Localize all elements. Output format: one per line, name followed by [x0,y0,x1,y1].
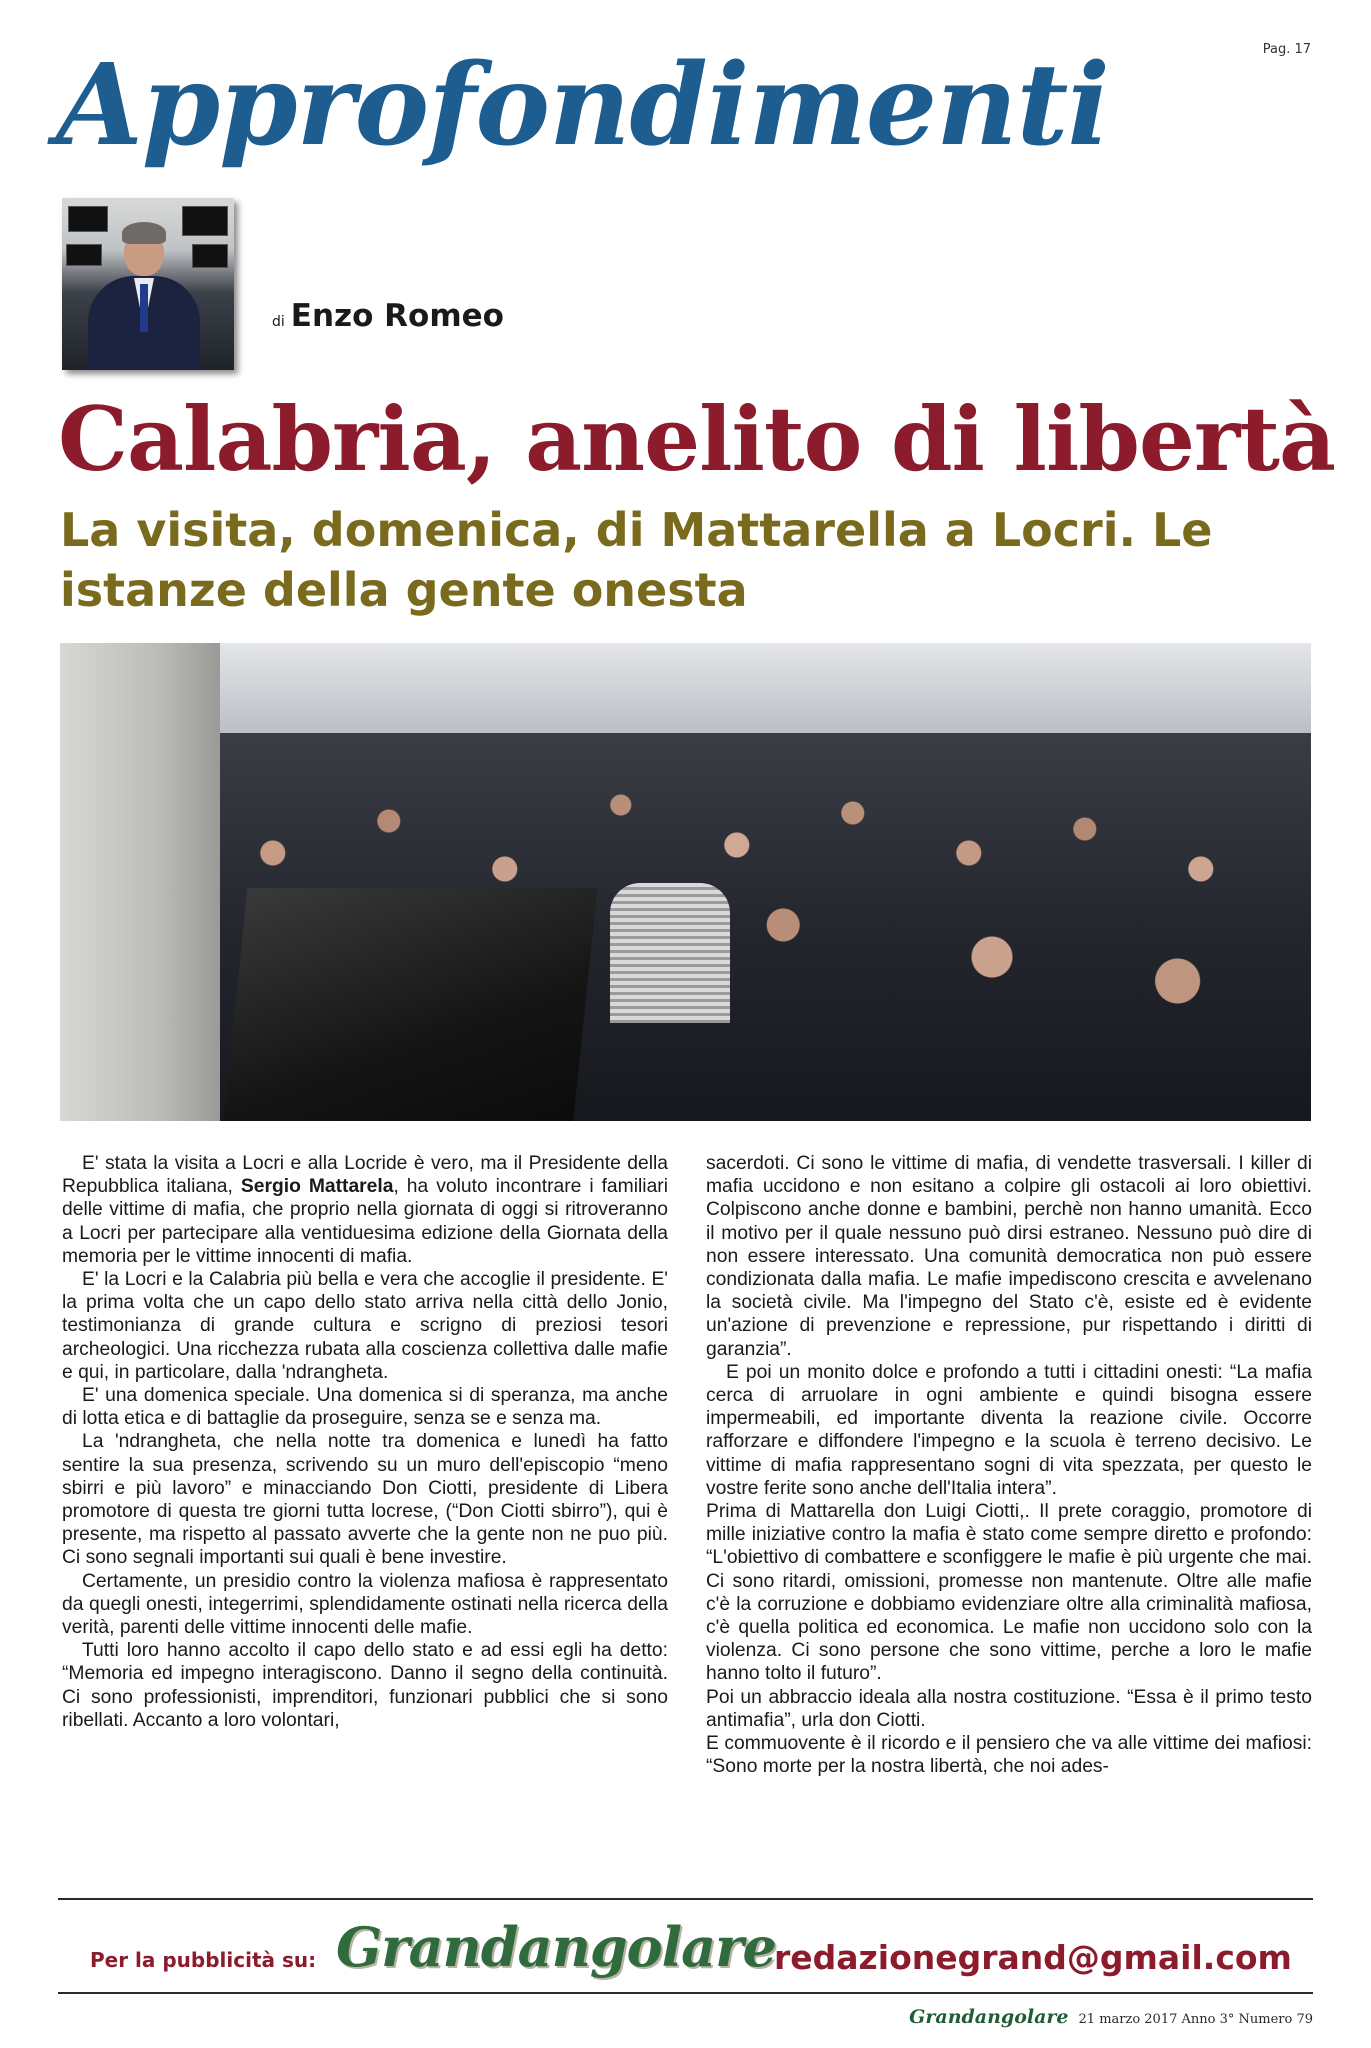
article-paragraph [706,1686,1312,1732]
ad-label: Per la pubblicità su: [90,1948,317,1972]
section-title: Approfondimenti [56,40,1109,171]
page-number: Pag. 17 [1262,42,1311,57]
byline [272,298,504,334]
divider-bottom [58,1992,1313,1994]
article-paragraph [62,1152,668,1268]
paragraph-text: E' la Locri e la Calabria più bella e vera che accoglie il presidente. E' la prima volta che un capo dello stato arriva nella città dello Jonio, testimonianza di grande cultura e scrigno di preziosi tesori archeologici. Una ricchezza rubata alla coscienza collettiva dalle mafie e qui, in particolare, dalla 'ndrangheta. [62,1269,668,1383]
article-paragraph [706,1500,1312,1686]
paragraph-text: E poi un monito dolce e profondo a tutti i cittadini onesti: “La mafia cerca di arruolare in ogni ambiente e quindi bisogna essere impermeabili, ed importante diventa la reazione civile. Occorre rafforzare e diffondere l'impegno e la scuola è terreno decisivo. Le vittime di mafia rappresentano sogni di vita spezzata, per questo le vostre ferite sono anche dell'Italia intera”. [706,1361,1312,1499]
article-paragraph [62,1268,668,1384]
paragraph-text: , ha voluto incontrare i familiari delle vittime di mafia, che proprio nella giornata di oggi si ritroveranno a Locri per partecipare alla ventiduesima edizione della Giornata della memoria per le vittime innocenti di mafia. [62,1176,668,1267]
ad-email-link[interactable]: redazionegrand@gmail.com [774,1938,1292,1977]
article-photo [60,643,1311,1121]
author-name: Enzo Romeo [290,298,504,334]
ad-logo: Grandangolare [336,1915,776,1979]
paragraph-text: E' stata la visita a Locri e alla Locride è vero, ma il Presidente della Repubblica italiana, [62,1153,668,1198]
article-subheadline: La visita, domenica, di Mattarella a Locri. Le istanze della gente onesta [60,503,1213,617]
article-paragraph [706,1732,1312,1778]
article-paragraph [706,1361,1312,1500]
article-headline: Calabria, anelito di libertà [58,387,1335,491]
article-column-right [706,1152,1312,1778]
article-column-left [62,1152,668,1732]
byline-prefix: di [272,314,285,330]
footer-issue: 21 marzo 2017 Anno 3° Numero 79 [1078,2012,1313,2027]
paragraph-text: E commuovente è il ricordo e il pensiero che va alle vittime dei mafiosi: “Sono morte per la nostra libertà, che noi ades- [706,1733,1312,1778]
author-photo [62,198,234,370]
page-footer [909,2006,1313,2028]
paragraph-text: Prima di Mattarella don Luigi Ciotti,. Il prete coraggio, promotore di mille iniziative contro la mafia è stato come sempre diretto e profondo: “L'obiettivo di combattere e sconfiggere le mafie è più urgente che mai. Ci sono ritardi, omissioni, promesse non mantenute. Oltre alle mafie c'è la corruzione e dobbiamo evidenziare oltre alla criminalità mafiosa, c'è quella politica ed economica. Le mafie non uccidono solo con la violenza. Ci sono persone che sono vittime, perche a loro le mafie hanno tolto il futuro”. [706,1501,1312,1685]
footer-brand: Grandangolare [909,2006,1069,2028]
paragraph-text: sacerdoti. Ci sono le vittime di mafia, di vendette trasversali. I killer di mafia uccidono e non esitano a colpire gli ostacoli ai loro obiettivi. Colpiscono anche donne e bambini, perchè non hanno umanità. Ecco il motivo per il quale nessuno può dirsi estraneo. Nessuno può dire di non essere interessato. Una comunità democratica non può essere condizionata dalla mafia. Le mafie impediscono crescita e avvelenano la società civile. Ma l'impegno del Stato c'è, esiste ed è evidente un'azione di prevenzione e repressione, pur rispettando i diritti di garanzia”. [706,1153,1312,1360]
paragraph-text: La 'ndrangheta, che nella notte tra domenica e lunedì ha fatto sentire la sua presenza, scrivendo su un muro dell'episcopio “meno sbirri e più lavoro” e minacciando Don Ciotti, presidente di Libera promotore di questa tre giorni tutta locrese, (“Don Ciotti sbirro”), qui è presente, ma rispetto al passato avverte che la gente non ne puo più. Ci sono segnali importanti sui quali è bene investire. [62,1431,668,1569]
article-paragraph [62,1430,668,1569]
article-paragraph [62,1639,668,1732]
paragraph-text: Tutti loro hanno accolto il capo dello stato e ad essi egli ha detto: “Memoria ed impegno interagiscono. Danno il segno della continuità. Ci sono professionisti, imprenditori, funzionari pubblici che si sono ribellati. Accanto a loro volontari, [62,1640,668,1731]
emphasis-name: Sergio Mattarela [240,1176,394,1198]
paragraph-text: E' una domenica speciale. Una domenica si di speranza, ma anche di lotta etica e di battaglie da proseguire, senza se e senza ma. [62,1385,668,1430]
article-paragraph [62,1384,668,1430]
paragraph-text: Certamente, un presidio contro la violenza mafiosa è rappresentato da quegli onesti, integerrimi, splendidamente ostinati nella ricerca della verità, parenti delle vittime innocenti delle mafie. [62,1570,668,1639]
article-paragraph [62,1570,668,1640]
divider-top [58,1898,1313,1900]
article-paragraph [706,1152,1312,1361]
paragraph-text: Poi un abbraccio ideala alla nostra costituzione. “Essa è il primo testo antimafia”, urla don Ciotti. [706,1686,1312,1731]
